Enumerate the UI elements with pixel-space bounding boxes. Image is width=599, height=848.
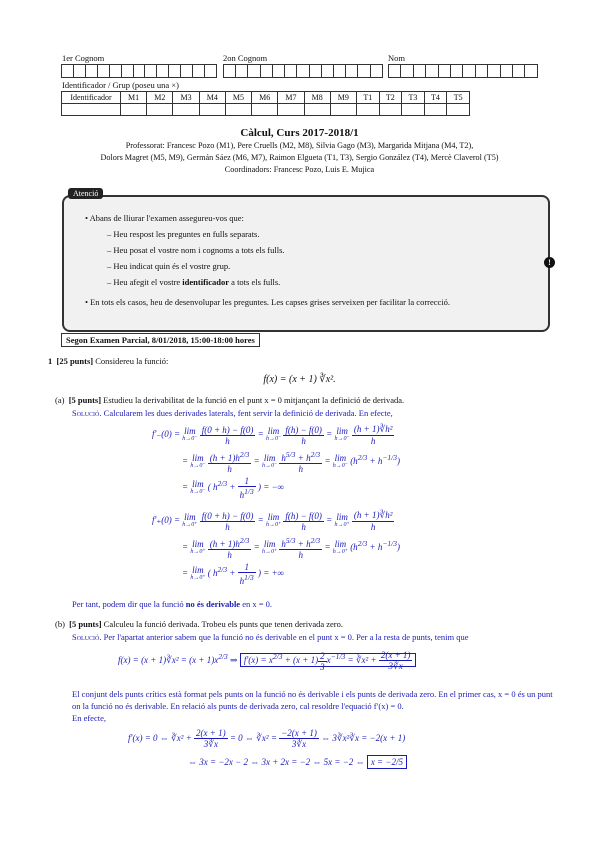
exam-label: Segon Examen Parcial, 8/01/2018, 15:00-18:00 hores [61,333,260,347]
id-col-header: T1 [356,92,379,104]
id-col-header: M9 [330,92,356,104]
id-col-header: T4 [424,92,447,104]
label-name: Nom [388,53,405,63]
part-b-solution: Solució. Per l'apartat anterior sabem que la funció no és derivable en el punt x = 0. Per a la resta de punts, tenim que [72,632,469,642]
id-col-cell[interactable] [121,104,147,116]
id-col-header: M3 [173,92,199,104]
critical-point-equation: f′(x) = 0 ⇔ ∛x² + $\frac{2(x + 1)}{3∛x}$ = 0 ⇔ ∛x² = $\frac{-2(x + 1)}{3∛x}$ ⇔ 3∛x²∛x = −2(x + 1) [128,728,406,749]
part-a-statement: (a) [5 punts] Estudieu la derivabilitat de la funció en el punt x = 0 mitjançant la definició de derivada. [55,395,405,405]
warning-icon: ! [544,257,555,268]
notice-intro: • Abans de lliurar l'examen assegureu-vos que: [85,213,244,223]
notice-item: – Heu indicat quin és el vostre grup. [107,261,231,271]
function-display: f(x) = (x + 1) ∛x². [263,374,336,385]
notice-item: – Heu posat el vostre nom i cognoms a tots els fulls. [107,245,285,255]
id-col-header: M7 [278,92,304,104]
first-surname-boxes[interactable] [61,64,217,78]
staff-line-3: Coordinadors: Francesc Pozo, Luis E. Mujica [224,165,375,174]
second-surname-boxes[interactable] [223,64,383,78]
label-first-surname: 1er Cognom [62,53,105,63]
problem-heading: 1 [25 punts] Considereu la funció: [48,356,169,366]
id-col-cell[interactable] [225,104,251,116]
notice-item: – Heu respost les preguntes en fulls separats. [107,229,260,239]
id-col-cell[interactable] [447,104,470,116]
id-col-header: M5 [225,92,251,104]
notice-item: – Heu afegit el vostre identificador a tots els fulls. [107,277,281,287]
part-a-solution: Solució. Calcularem les dues derivades laterals, fent servir la definició de derivada. En efecte, [72,408,393,418]
notice-content [85,212,535,308]
part-b-paragraph: El conjunt dels punts crítics està format pels punts on la funció no és derivable i els punts de derivada zero. En el primer cas, x = 0 és un punt on la funció no és derivable. En relació als punts de derivada zero, cal resoldre l'equació f′(x) = 0. En efecte, [72,689,553,723]
id-col-cell[interactable] [199,104,225,116]
name-boxes[interactable] [388,64,538,78]
id-col-cell[interactable] [62,104,121,116]
id-col-cell[interactable] [356,104,379,116]
id-col-cell[interactable] [252,104,278,116]
id-col-header: Identificador [62,92,121,104]
id-col-cell[interactable] [379,104,402,116]
part-b-statement: (b) [5 punts] Calculeu la funció derivada. Trobeu els punts que tenen derivada zero. [55,619,343,629]
final-answer: x = −2/5 [367,755,407,769]
id-col-header: T3 [402,92,425,104]
id-col-header: T5 [447,92,470,104]
id-col-header: M8 [304,92,330,104]
identifier-group-table[interactable] [61,91,470,116]
id-col-cell[interactable] [147,104,173,116]
id-col-cell[interactable] [304,104,330,116]
id-col-cell[interactable] [424,104,447,116]
id-col-header: T2 [379,92,402,104]
staff-line-2: Dolors Magret (M5, M9), Germán Sáez (M6, M7), Raimon Elgueta (T1, T3), Sergio González (T4), Mercè Claverol (T5) [100,153,499,162]
staff-line-1: Professorat: Francesc Pozo (M1), Pere Cruells (M2, M8), Silvia Gago (M3), Margarida Mitjana (M4, T2), [125,141,474,150]
part-a-conclusion: Per tant, podem dir que la funció no és derivable en x = 0. [72,599,273,609]
label-second-surname: 2on Cognom [223,53,268,63]
page-title: Càlcul, Curs 2017-2018/1 [240,127,359,139]
label-identifier-group: Identificador / Grup (poseu una ×) [62,80,179,90]
left-derivative-equations: f′₋(0) = lim h→0⁻ $\frac{f(0 + h) - f(0)}{h}$ = lim h→0⁻ $\frac{f(h) - f(0)}{h}$ = lim h→0⁻ $\frac{\text{(h + 1)∛h²}}{h}$ = lim h→0⁻ $\frac{(h + 1)h^{2/3}}{h}$ = lim h→0⁻ $\frac{h^{5/3} + h^{2/3}}{h}$ = lim h→0⁻ $(h^{2/3} + h^{-1/3})$ = lim h→0⁻ ( $h^{2/3}$ + $\frac{1}{h^{1/3}}$ ) = −∞ [152,424,401,500]
id-col-cell[interactable] [330,104,356,116]
notice-footer: • En tots els casos, heu de desenvolupar les preguntes. Les capses grises serveixen per facilitar la correcció. [85,297,451,307]
critical-point-solution: ⇔ 3x = −2x − 2 ⇔ 3x + 2x = −2 ⇔ 5x = −2 ⇔ x = −2/5 [188,757,548,767]
id-col-header: M4 [199,92,225,104]
id-col-cell[interactable] [173,104,199,116]
id-col-header: M1 [121,92,147,104]
id-col-cell[interactable] [402,104,425,116]
id-col-header: M2 [147,92,173,104]
id-col-header: M6 [252,92,278,104]
derivative-equation: f(x) = (x + 1)∛x² = $(x + 1)x^{2/3}$ ⇒ $f'(x) = x^{2/3} + (x + 1)$ $\frac{2}{3}$ $x^{-1/3}$ = ∛x² + $\frac{2(x + 1)}{3∛x}$ [118,650,518,672]
id-col-cell[interactable] [278,104,304,116]
notice-tag: Atenció [68,188,103,199]
right-derivative-equations: f′₊(0) = lim h→0⁺ $\frac{f(0 + h) - f(0)}{h}$ = lim h→0⁺ $\frac{f(h) - f(0)}{h}$ = lim h→0⁺ $\frac{\text{(h + 1)∛h²}}{h}$ = lim h→0⁺ $\frac{(h + 1)h^{2/3}}{h}$ = lim h→0⁺ $\frac{h^{5/3} + h^{2/3}}{h}$ = lim h→0⁺ $(h^{2/3} + h^{-1/3})$ = lim h→0⁺ ( $h^{2/3}$ + $\frac{1}{h^{1/3}}$ ) = +∞ [152,510,401,586]
